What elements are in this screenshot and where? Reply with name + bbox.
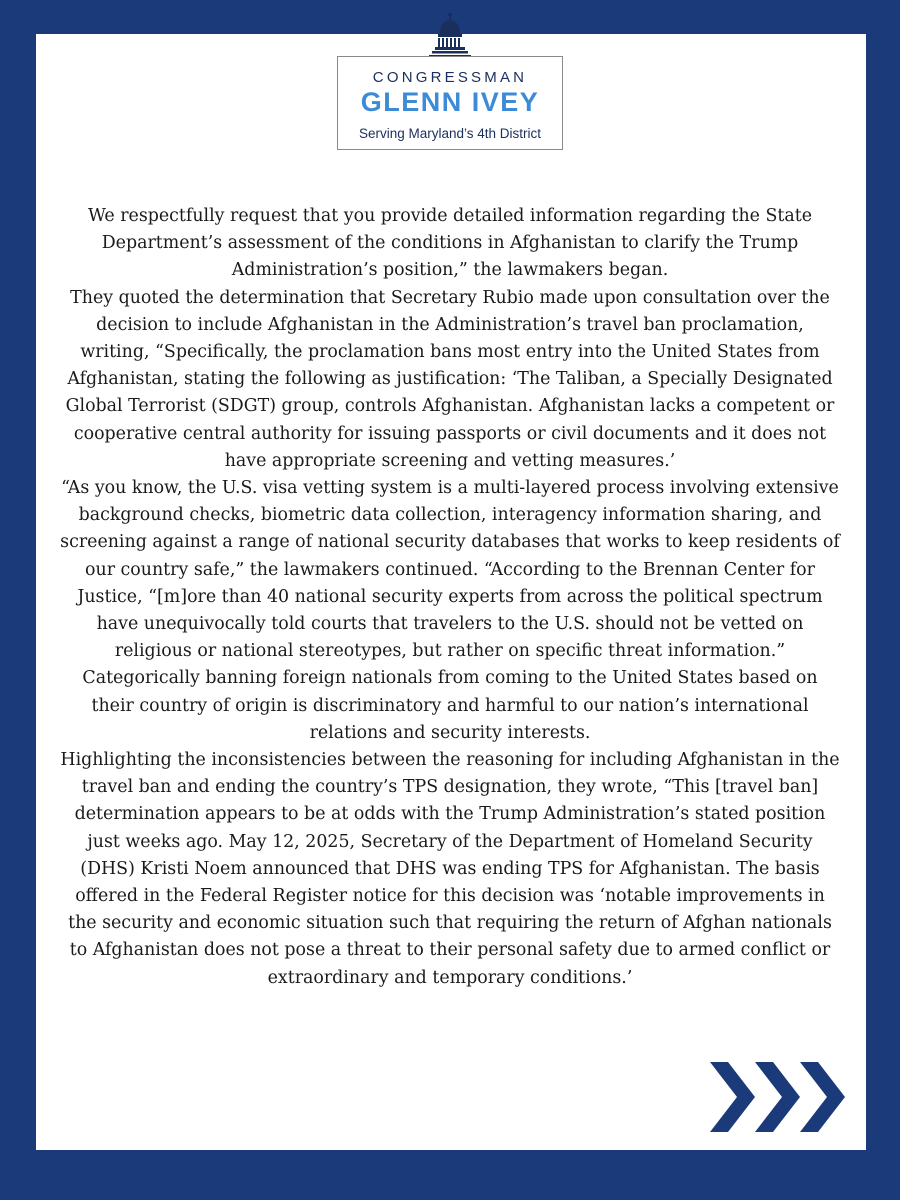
logo-name: GLENN IVEY [360,87,540,117]
logo-title: CONGRESSMAN [372,69,528,86]
logo-tagline: Serving Maryland’s 4th District [358,126,542,141]
paragraph: “As you know, the U.S. visa vetting system is a multi-layered process involving extensive background checks, biometric data collection, interagency information sharing, and screening against a range of national security databases that works to keep residents of our country safe,” the lawmakers continued. “According to the Brennan Center for Justice, “[m]ore than 40 national security experts from across the political spectrum have unequivocally told courts that travelers to the U.S. should not be vetted on religious or national stereotypes, but rather on specific threat information.” Categorically banning foreign nationals from coming to the United States based on their country of origin is discriminatory and harmful to our nation’s international relations and security interests. [60,478,840,743]
paragraph: They quoted the determination that Secretary Rubio made upon consultation over the decision to include Afghanistan in the Administration’s travel ban proclamation, writing, “Specifically, the proclamation bans most entry into the United States from Afghanistan, stating the following as justification: ‘The Taliban, a Specially Designated Global Terrorist (SDGT) group, controls Afghanistan. Afghanistan lacks a competent or cooperative central authority for issuing passports or civil documents and it does not have appropriate screening and vetting measures.’ [65,287,835,471]
paragraph: We respectfully request that you provide detailed information regarding the State Department’s assessment of the conditions in Afghanistan to clarify the Trump Administration’s position,” the lawmakers began. [87,206,813,281]
paragraph: Highlighting the inconsistencies between the reasoning for including Afghanistan in the travel ban and ending the country’s TPS designation, they wrote, “This [travel ban] determination appears to be at odds with the Trump Administration’s stated position just weeks ago. May 12, 2025, Secretary of the Department of Homeland Security (DHS) Kristi Noem announced that DHS was ending TPS for Afghanistan. The basis offered in the Federal Register notice for this decision was ‘notable improvements in the security and economic situation such that requiring the return of Afghan nationals to Afghanistan does not pose a threat to their personal safety due to armed conflict or extraordinary and temporary conditions.’ [60,750,840,988]
triple-chevron-right-icon [708,1060,850,1134]
statement-body [60,203,840,992]
congressman-logo [337,56,563,150]
capitol-dome-icon [426,12,474,60]
